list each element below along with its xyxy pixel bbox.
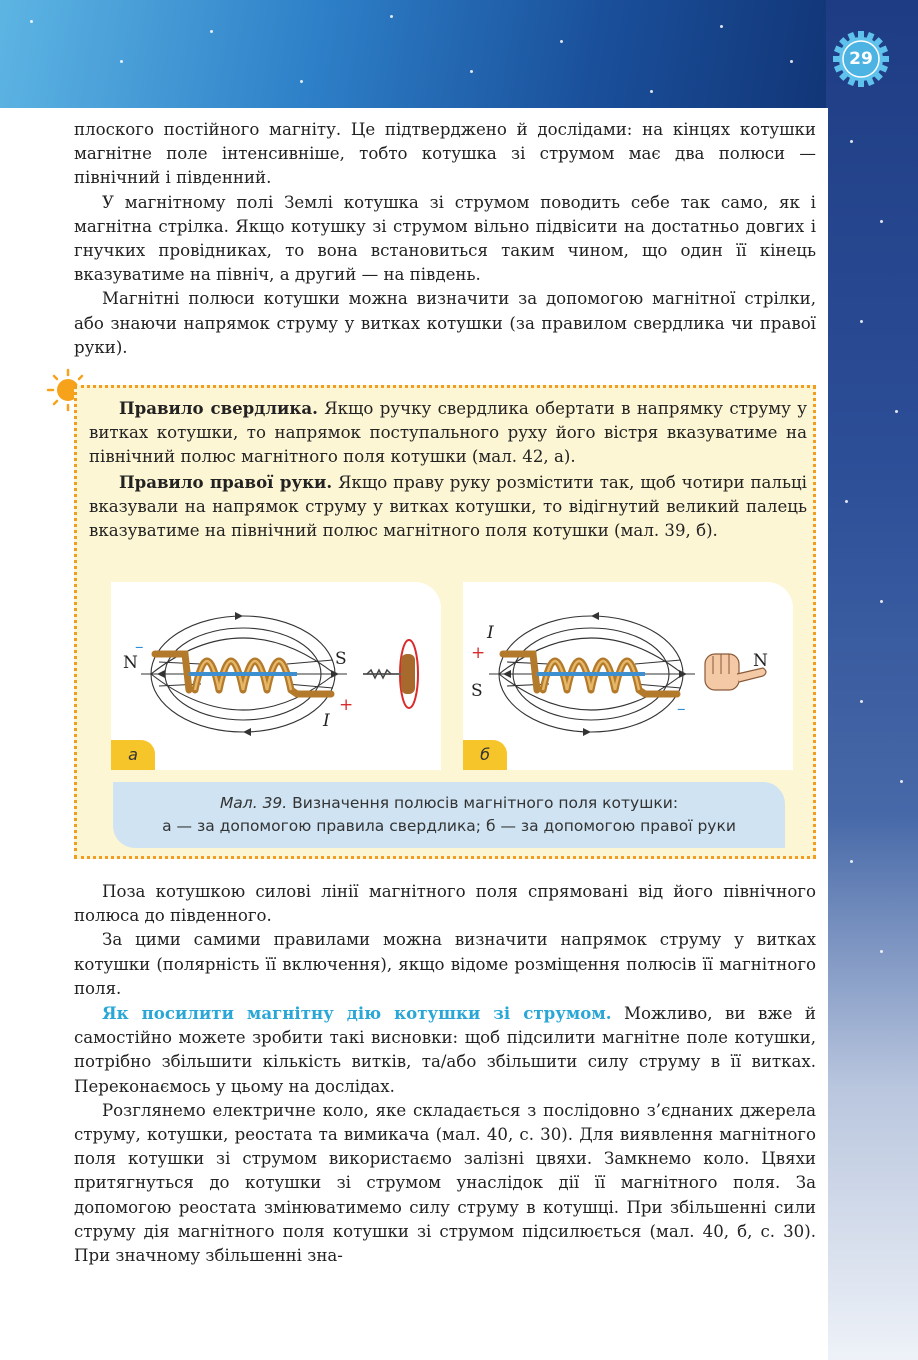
star-dot [880, 600, 883, 603]
caption-title: Визначення полюсів магнітного поля котушки: [287, 794, 679, 812]
label-south: S [335, 649, 347, 669]
section-text: Можливо, ви вже й самостійно можете зробити такі висновки: щоб підсилити магнітне поле котушки, потрібно збільшити кількість витків, та/або збільшити силу струму в її витках. Переконаємось у цьому на дослідах. [74, 1004, 816, 1096]
paragraph: Розглянемо електричне коло, яке складається з послідовно з’єднаних джерела струму, котушки, реостата та вимикача (мал. 40, с. 30). Для виявлення магнітного поля котушки зі струмом використаємо залізні цвяхи. Замкнемо коло. Цвяхи притягнуться до котушки зі струмом унаслідок дії її магнітного поля. За допомогою реостата змінюватимемо силу струму в котушці. При збільшенні сили струму дія магнітного поля котушки зі струмом підсилюється (мал. 40, б, с. 30). При значному збільшенні зна- [74, 1100, 816, 1266]
page-number: 29 [849, 49, 873, 69]
caption-line-1 [113, 792, 785, 815]
paragraph: Магнітні полюси котушки можна визначити за допомогою магнітної стрілки, або знаючи напрямок струму у витках котушки (за правилом свердлика чи правої руки). [74, 289, 816, 357]
top-text-block [74, 118, 816, 360]
gimlet-rule [89, 396, 807, 470]
figure-caption [113, 782, 785, 848]
star-dot [210, 30, 213, 33]
coil-gimlet-diagram [111, 582, 441, 770]
label-current: I [487, 623, 494, 643]
rules-text [89, 396, 807, 543]
figure-panel-b [463, 582, 793, 770]
panel-tag-b: б [463, 740, 507, 770]
caption-label: Мал. 39. [219, 794, 288, 812]
caption-line-2: а — за допомогою правила свердлика; б — за допомогою правої руки [162, 817, 736, 835]
gimlet-rule-title: Правило свердлика. [119, 398, 318, 418]
star-dot [650, 90, 653, 93]
hand-rule-text: Якщо праву руку розмістити так, щоб чотири пальці вказували на напрямок струму у витках котушки, то відігнутий великий палець вказуватиме на північний полюс магнітного поля котушки (мал. 39, б). [89, 472, 807, 541]
hand-rule [89, 470, 807, 544]
label-south: S [471, 681, 483, 701]
label-north: N [753, 651, 768, 671]
paragraph: За цими самими правилами можна визначити напрямок струму у витках котушки (полярність її включення), якщо відоме розміщення полюсів її магнітного поля. [74, 930, 816, 998]
star-dot [470, 70, 473, 73]
star-dot [845, 500, 848, 503]
star-dot [880, 950, 883, 953]
paragraph: плоского постійного магніту. Це підтверджено й дослідами: на кінцях котушки магнітне поле інтенсивніше, тобто котушка зі струмом має два полюси — північний і південний. [74, 120, 816, 188]
label-plus: + [339, 695, 354, 715]
label-current: I [323, 711, 330, 731]
star-dot [390, 15, 393, 18]
star-dot [300, 80, 303, 83]
paragraph: У магнітному полі Землі котушка зі струмом поводить себе так само, як і магнітна стрілка. Якщо котушку зі струмом вільно підвісити на достатньо довгих і гнучких провідниках, то вона встановиться таким чином, що один її кінець вказуватиме на північ, а другий — на південь. [74, 192, 816, 285]
figure-panel-a [111, 582, 441, 770]
star-dot [120, 60, 123, 63]
star-dot [880, 220, 883, 223]
gimlet-rule-text: Якщо ручку свердлика обертати в напрямку струму у витках котушки, то напрямок поступального руху його вістря вказуватиме на північний полюс магнітного поля котушки (мал. 42, а). [89, 399, 807, 467]
label-north: N [123, 653, 138, 673]
header-banner [0, 0, 918, 108]
rules-box [74, 385, 816, 859]
star-dot [790, 60, 793, 63]
star-dot [30, 20, 33, 23]
bottom-text-block [74, 880, 816, 1268]
star-dot [850, 140, 853, 143]
star-dot [900, 780, 903, 783]
star-dot [860, 320, 863, 323]
paragraph [74, 1001, 816, 1099]
label-minus: – [677, 699, 686, 719]
star-dot [560, 40, 563, 43]
coil-right-hand-diagram [463, 582, 793, 770]
label-plus: + [471, 643, 486, 663]
star-dot [895, 410, 898, 413]
side-banner [826, 0, 918, 1360]
hand-rule-title: Правило правої руки. [119, 471, 333, 492]
star-dot [860, 700, 863, 703]
paragraph: Поза котушкою силові лінії магнітного поля спрямовані від його північного полюса до південного. [74, 882, 816, 926]
star-dot [850, 860, 853, 863]
label-minus: – [135, 637, 144, 657]
section-heading: Як посилити магнітну дію котушки зі струмом. [102, 1003, 612, 1024]
star-dot [720, 25, 723, 28]
panel-tag-a: а [111, 740, 155, 770]
